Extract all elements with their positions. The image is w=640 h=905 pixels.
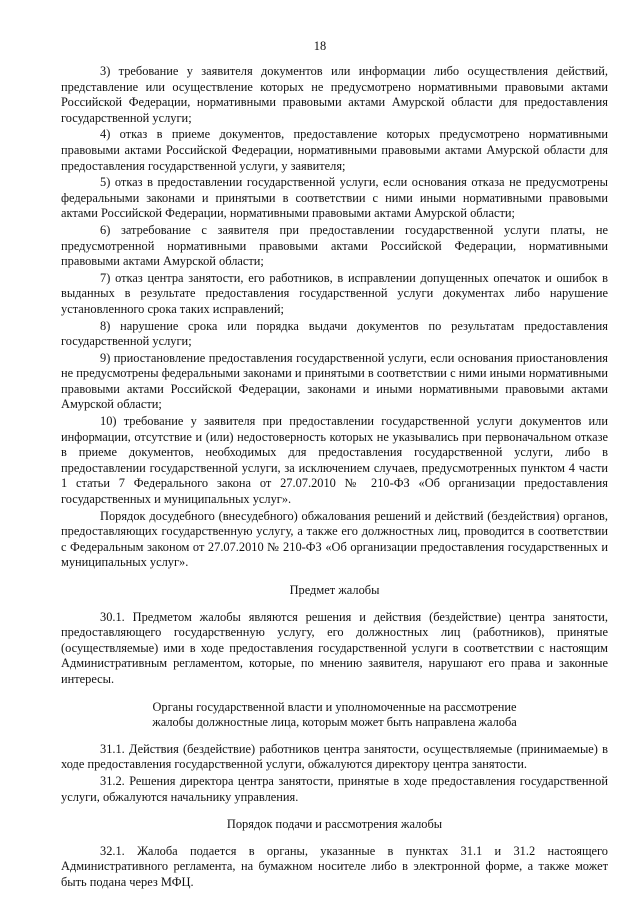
document-body <box>61 64 608 892</box>
appeal-procedure-paragraph: Порядок досудебного (внесудебного) обжалования решений и действий (бездействия) органов, предоставляющих государственную услугу, а также его должностных лиц, проводится в соответствии с Федеральным законом от 27.07.2010 № 210-ФЗ «Об организации предоставления государственных и муниципальных услуг». <box>61 508 608 570</box>
list-item-8: 8) нарушение срока или порядка выдачи документов по результатам предоставления государственной услуги; <box>61 318 608 349</box>
spacer <box>61 689 608 700</box>
spacer <box>61 833 608 844</box>
list-item-9: 9) приостановление предоставления государственной услуги, если основания приостановления не предусмотрены федеральными законами и принятыми в соответствии с ними иными нормативными правовыми актами Российской Федерации, законами и иными нормативными правовыми актами Амурской области; <box>61 350 608 412</box>
list-item-5: 5) отказ в предоставлении государственной услуги, если основания отказа не предусмотрены федеральными законами и принятыми в соответствии с ними иными нормативными правовыми актами Российской Федерации, нормативными правовыми актами Амурской области; <box>61 175 608 221</box>
heading-bodies-line-1: Органы государственной власти и уполномоченные на рассмотрение <box>152 699 517 714</box>
list-item-10: 10) требование у заявителя при предоставлении государственной услуги документов или информации, отсутствие и (или) недостоверность которых не указывались при первоначальном отказе в приеме документов, необходимых для предоставления государственной услуги, либо в предоставлении государственной услуги, за исключением случаев, предусмотренных пунктом 4 части 1 статьи 7 Федерального закона от 27.07.2010 № 210-ФЗ «Об организации предоставления государственных и муниципальных услуг». <box>61 414 608 507</box>
list-item-7: 7) отказ центра занятости, его работников, в исправлении допущенных опечаток и ошибок в выданных в результате предоставления государственной услуги документах либо нарушение установленного срока таких исправлений; <box>61 270 608 316</box>
page-number: 18 <box>313 39 327 53</box>
paragraph-32-1: 32.1. Жалоба подается в органы, указанные в пунктах 31.1 и 31.2 настоящего Административного регламента, на бумажном носителе либо в электронной форме, а также может быть подана через МФЦ. <box>61 843 608 889</box>
spacer <box>61 806 608 817</box>
heading-bodies-line-2: жалобы должностные лица, которым может быть направлена жалоба <box>152 715 517 730</box>
heading-complaint-procedure: Порядок подачи и рассмотрения жалобы <box>226 817 443 832</box>
list-item-3: 3) требование у заявителя документов или информации либо осуществления действий, представление или осуществление которых не предусмотрено нормативными правовыми актами Российской Федерации, нормативными правовыми актами Амурской области для предоставления государственной услуги; <box>61 64 608 125</box>
heading-subject-of-complaint: Предмет жалобы <box>289 583 380 597</box>
spacer <box>61 599 608 610</box>
list-item-6: 6) затребование с заявителя при предоставлении государственной услуги платы, не предусмотренной нормативными правовыми актами Российской Федерации, нормативными правовыми актами Амурской области; <box>61 222 608 269</box>
spacer <box>61 572 608 583</box>
paragraph-31-1: 31.1. Действия (бездействие) работников центра занятости, осуществляемые (принимаемые) в ходе предоставления государственной услуги, обжалуются директору центра занятости. <box>61 741 608 772</box>
paragraph-31-2: 31.2. Решения директора центра занятости, принятые в ходе предоставления государственной услуги, обжалуются начальнику управления. <box>61 773 608 804</box>
paragraph-30-1: 30.1. Предметом жалобы являются решения и действия (бездействие) центра занятости, предоставляющего государственную услугу, его должностных лиц (работников), принятые (осуществляемые) ими в ходе предоставления государственной услуги в соответствии с настоящим Административным регламентом, которые, по мнению заявителя, нарушают его права и законные интересы. <box>61 609 608 686</box>
list-item-4: 4) отказ в приеме документов, предоставление которых предусмотрено нормативными правовыми актами Российской Федерации, нормативными правовыми актами Амурской области для предоставления государственной услуги, у заявителя; <box>61 127 608 173</box>
spacer <box>61 731 608 742</box>
